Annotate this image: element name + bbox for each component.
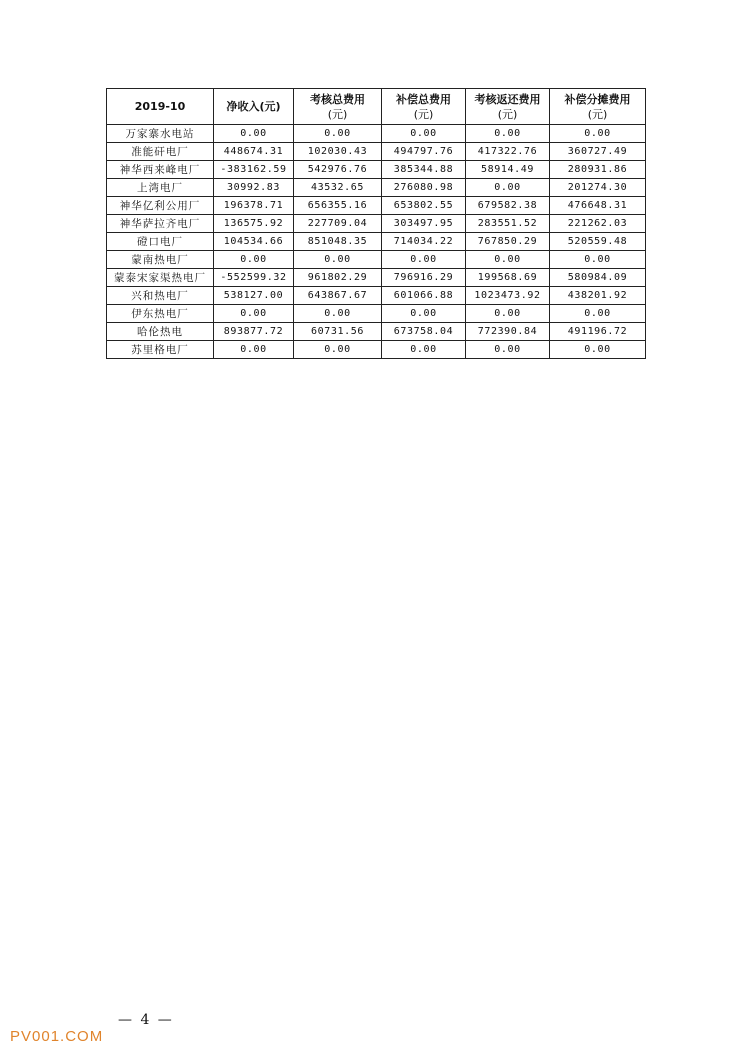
plant-name: 上湾电厂 <box>107 179 214 197</box>
watermark-logo: PV001.COM <box>10 1028 104 1045</box>
table-row <box>107 287 646 305</box>
header-net-income: 净收入(元) <box>214 89 294 125</box>
assessment-return-cell: 0.00 <box>466 305 550 323</box>
assessment-total-cell: 643867.67 <box>294 287 382 305</box>
compensation-total-cell: 796916.29 <box>382 269 466 287</box>
net-income-cell: 104534.66 <box>214 233 294 251</box>
table-row <box>107 197 646 215</box>
header-period: 2019-10 <box>107 89 214 125</box>
assessment-total-cell: 0.00 <box>294 341 382 359</box>
plant-name: 蒙泰宋家渠热电厂 <box>107 269 214 287</box>
compensation-share-cell: 520559.48 <box>550 233 646 251</box>
compensation-total-cell: 601066.88 <box>382 287 466 305</box>
assessment-total-cell: 0.00 <box>294 125 382 143</box>
assessment-return-cell: 767850.29 <box>466 233 550 251</box>
table-row <box>107 269 646 287</box>
table-body <box>107 125 646 359</box>
header-assessment-total: 考核总费用 (元) <box>294 89 382 125</box>
assessment-total-cell: 851048.35 <box>294 233 382 251</box>
compensation-share-cell: 0.00 <box>550 251 646 269</box>
assessment-total-cell: 542976.76 <box>294 161 382 179</box>
net-income-cell: -552599.32 <box>214 269 294 287</box>
compensation-total-cell: 385344.88 <box>382 161 466 179</box>
table-row <box>107 215 646 233</box>
compensation-total-cell: 303497.95 <box>382 215 466 233</box>
plant-name: 蒙南热电厂 <box>107 251 214 269</box>
plant-name: 哈伦热电 <box>107 323 214 341</box>
plant-name: 神华亿利公用厂 <box>107 197 214 215</box>
compensation-total-cell: 653802.55 <box>382 197 466 215</box>
compensation-share-cell: 0.00 <box>550 341 646 359</box>
compensation-total-cell: 714034.22 <box>382 233 466 251</box>
net-income-cell: 893877.72 <box>214 323 294 341</box>
net-income-cell: 196378.71 <box>214 197 294 215</box>
net-income-cell: 538127.00 <box>214 287 294 305</box>
plant-name: 准能矸电厂 <box>107 143 214 161</box>
assessment-total-cell: 0.00 <box>294 305 382 323</box>
compensation-share-cell: 201274.30 <box>550 179 646 197</box>
net-income-cell: 0.00 <box>214 341 294 359</box>
compensation-share-cell: 491196.72 <box>550 323 646 341</box>
header-compensation-total: 补偿总费用 (元) <box>382 89 466 125</box>
assessment-return-cell: 283551.52 <box>466 215 550 233</box>
assessment-total-cell: 102030.43 <box>294 143 382 161</box>
plant-name: 万家寨水电站 <box>107 125 214 143</box>
net-income-cell: 30992.83 <box>214 179 294 197</box>
plant-name: 兴和热电厂 <box>107 287 214 305</box>
assessment-total-cell: 961802.29 <box>294 269 382 287</box>
compensation-total-cell: 0.00 <box>382 341 466 359</box>
settlement-table <box>106 88 646 359</box>
header-assessment-return: 考核返还费用 (元) <box>466 89 550 125</box>
table-row <box>107 179 646 197</box>
table-row <box>107 143 646 161</box>
assessment-total-cell: 43532.65 <box>294 179 382 197</box>
table-row <box>107 233 646 251</box>
plant-name: 神华西来峰电厂 <box>107 161 214 179</box>
assessment-return-cell: 0.00 <box>466 251 550 269</box>
net-income-cell: 0.00 <box>214 251 294 269</box>
assessment-total-cell: 60731.56 <box>294 323 382 341</box>
table-row <box>107 341 646 359</box>
compensation-share-cell: 580984.09 <box>550 269 646 287</box>
compensation-total-cell: 276080.98 <box>382 179 466 197</box>
plant-name: 神华萨拉齐电厂 <box>107 215 214 233</box>
assessment-return-cell: 772390.84 <box>466 323 550 341</box>
assessment-return-cell: 0.00 <box>466 125 550 143</box>
table-header-row <box>107 89 646 125</box>
table-row <box>107 323 646 341</box>
plant-name: 苏里格电厂 <box>107 341 214 359</box>
compensation-share-cell: 0.00 <box>550 125 646 143</box>
plant-name: 磴口电厂 <box>107 233 214 251</box>
assessment-return-cell: 679582.38 <box>466 197 550 215</box>
assessment-return-cell: 199568.69 <box>466 269 550 287</box>
net-income-cell: 0.00 <box>214 305 294 323</box>
compensation-total-cell: 0.00 <box>382 125 466 143</box>
compensation-share-cell: 438201.92 <box>550 287 646 305</box>
net-income-cell: 448674.31 <box>214 143 294 161</box>
assessment-return-cell: 1023473.92 <box>466 287 550 305</box>
assessment-total-cell: 656355.16 <box>294 197 382 215</box>
assessment-total-cell: 227709.04 <box>294 215 382 233</box>
net-income-cell: 0.00 <box>214 125 294 143</box>
compensation-total-cell: 494797.76 <box>382 143 466 161</box>
assessment-return-cell: 0.00 <box>466 341 550 359</box>
compensation-share-cell: 0.00 <box>550 305 646 323</box>
plant-name: 伊东热电厂 <box>107 305 214 323</box>
compensation-total-cell: 0.00 <box>382 305 466 323</box>
compensation-total-cell: 673758.04 <box>382 323 466 341</box>
table-row <box>107 125 646 143</box>
assessment-return-cell: 58914.49 <box>466 161 550 179</box>
assessment-total-cell: 0.00 <box>294 251 382 269</box>
assessment-return-cell: 417322.76 <box>466 143 550 161</box>
compensation-share-cell: 476648.31 <box>550 197 646 215</box>
compensation-share-cell: 221262.03 <box>550 215 646 233</box>
assessment-return-cell: 0.00 <box>466 179 550 197</box>
header-compensation-share: 补偿分摊费用 (元) <box>550 89 646 125</box>
table-row <box>107 251 646 269</box>
table-row <box>107 161 646 179</box>
page-number: — 4 — <box>118 1012 174 1028</box>
net-income-cell: 136575.92 <box>214 215 294 233</box>
compensation-total-cell: 0.00 <box>382 251 466 269</box>
compensation-share-cell: 360727.49 <box>550 143 646 161</box>
table-row <box>107 305 646 323</box>
net-income-cell: -383162.59 <box>214 161 294 179</box>
compensation-share-cell: 280931.86 <box>550 161 646 179</box>
